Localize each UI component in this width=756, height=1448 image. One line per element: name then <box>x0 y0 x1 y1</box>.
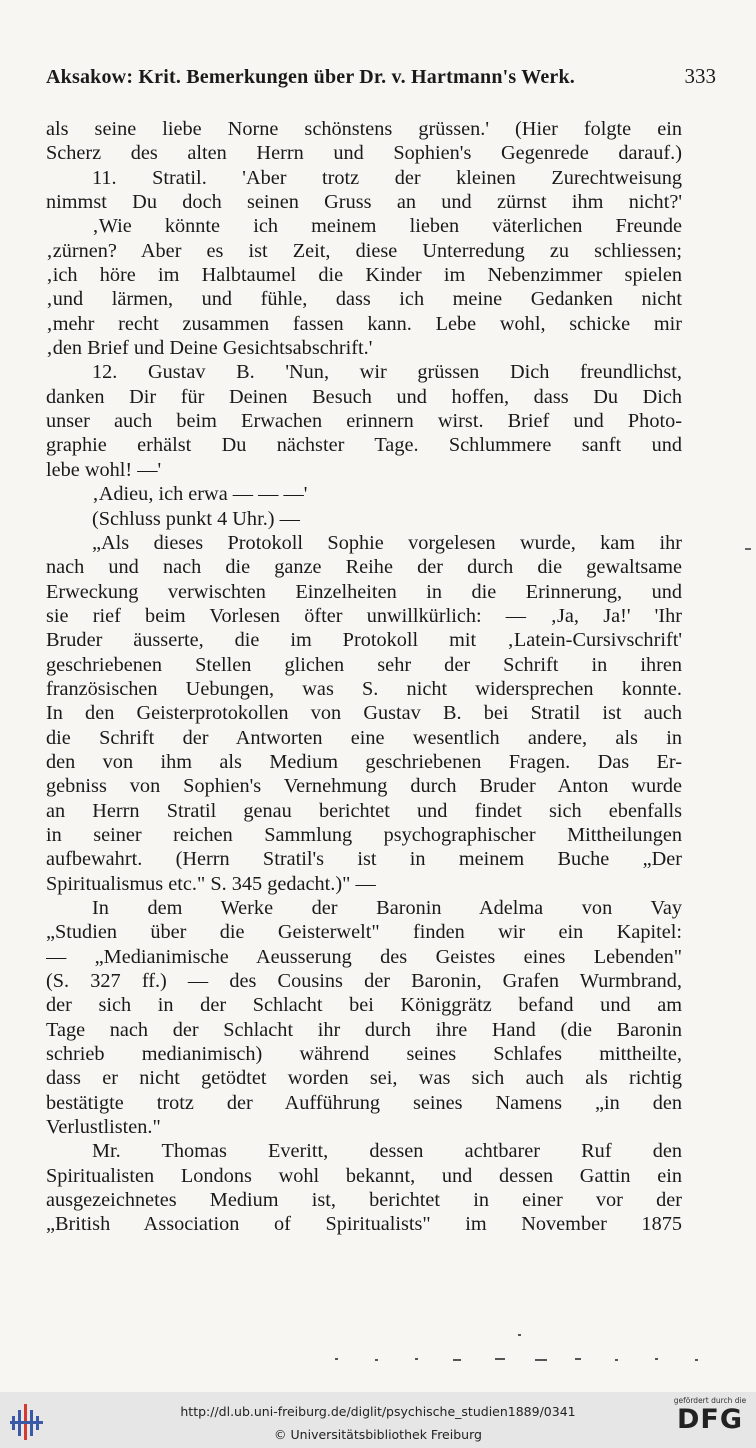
speck <box>535 1359 547 1361</box>
text-line: der sich in der Schlacht bei Königgrätz befand und am <box>46 994 682 1017</box>
text-line: dass er nicht getödtet worden sei, was sich auch als richtig <box>46 1067 682 1090</box>
speck <box>575 1358 581 1360</box>
text-line: ‚mehr recht zusammen fassen kann. Lebe wohl, schicke mir <box>46 312 682 335</box>
bleed-through-dots <box>335 1358 715 1364</box>
text-line: „Als dieses Protokoll Sophie vorgelesen wurde, kam ihr <box>92 531 682 554</box>
text-line: 11. Stratil. 'Aber trotz der kleinen Zurechtweisung <box>92 166 682 189</box>
text-line: In dem Werke der Baronin Adelma von Vay <box>92 897 682 919</box>
dfg-logo <box>670 1396 750 1444</box>
speck <box>375 1359 378 1361</box>
text-line: Spiritualismus etc." S. 345 gedacht.)" — <box>46 872 376 895</box>
text-line: — „Medianimische Aeusserung des Geistes eines Lebenden" <box>46 945 682 968</box>
text-line: Verlustlisten." <box>46 1116 161 1139</box>
text-line: ‚ich höre im Halbtaumel die Kinder im Nebenzimmer spielen <box>46 264 682 287</box>
footer-bar <box>0 1392 756 1448</box>
copyright-notice: © Universitätsbibliothek Freiburg <box>274 1427 482 1442</box>
text-line: ‚Adieu, ich erwa — — —' <box>92 483 308 506</box>
text-line: französischen Uebungen, was S. nicht widersprechen konnte. <box>46 677 682 700</box>
text-line: aufbewahrt. (Herrn Stratil's ist in meinem Buche „Der <box>46 848 682 871</box>
text-line: gebniss von Sophien's Vernehmung durch Bruder Anton wurde <box>46 775 682 798</box>
text-line: Erweckung verwischten Einzelheiten in die Erinnerung, und <box>46 580 682 603</box>
text-line: sie rief beim Vorlesen öfter unwillkürlich: — ‚Ja, Ja!' 'Ihr <box>46 604 682 627</box>
speck <box>518 1334 521 1336</box>
text-line: nach und nach die ganze Reihe der durch die gewaltsame <box>46 556 682 579</box>
speck <box>453 1359 461 1361</box>
text-line: danken Dir für Deinen Besuch und hoffen, dass Du Dich <box>46 385 682 408</box>
source-url[interactable]: http://dl.ub.uni-freiburg.de/diglit/psychische_studien1889/0341 <box>180 1404 576 1419</box>
text-line: lebe wohl! —' <box>46 458 162 481</box>
text-line: an Herrn Stratil genau berichtet und findet sich ebenfalls <box>46 799 682 822</box>
dfg-wordmark: DFG <box>676 1404 744 1435</box>
page-number: 333 <box>684 64 716 88</box>
dfg-tagline: gefördert durch die <box>673 1396 747 1405</box>
text-line: Tage nach der Schlacht ihr durch ihre Hand (die Baronin <box>46 1018 682 1041</box>
text-line: Bruder äusserte, die im Protokoll mit ‚Latein-Cursivschrift' <box>46 629 682 652</box>
text-line: die Schrift der Antworten eine wesentlich andere, als in <box>46 726 682 749</box>
text-line: In den Geisterprotokollen von Gustav B. bei Stratil ist auch <box>46 702 682 725</box>
text-line: Spiritualisten Londons wohl bekannt, und dessen Gattin ein <box>46 1164 682 1187</box>
text-line: ‚Wie könnte ich meinem lieben väterlichen Freunde <box>92 215 682 238</box>
speck <box>335 1358 338 1360</box>
text-line: nimmst Du doch seinen Gruss an und zürnst ihm nicht?' <box>46 191 682 214</box>
text-line: (Schluss punkt 4 Uhr.) — <box>92 507 300 530</box>
text-line: ‚und lärmen, und fühle, dass ich meine Gedanken nicht <box>46 288 682 311</box>
running-title: Aksakow: Krit. Bemerkungen über Dr. v. Hartmann's Werk. <box>46 66 575 88</box>
text-line: (S. 327 ff.) — des Cousins der Baronin, Grafen Wurmbrand, <box>46 970 682 993</box>
body-text <box>46 117 682 1237</box>
text-line: Scherz des alten Herrn und Sophien's Gegenrede darauf.) <box>46 142 682 165</box>
speck <box>415 1358 418 1360</box>
text-line: ‚den Brief und Deine Gesichtsabschrift.' <box>46 337 373 360</box>
text-line: „Studien über die Geisterwelt" finden wir ein Kapitel: <box>46 921 682 944</box>
text-line: als seine liebe Norne schönstens grüssen.' (Hier folgte ein <box>46 118 682 140</box>
text-line: Mr. Thomas Everitt, dessen achtbarer Ruf den <box>92 1140 682 1163</box>
text-line: 12. Gustav B. 'Nun, wir grüssen Dich freundlichst, <box>92 361 682 384</box>
text-line: ‚zürnen? Aber es ist Zeit, diese Unterredung zu schliessen; <box>46 239 682 262</box>
speck <box>655 1358 658 1360</box>
text-line: „British Association of Spiritualists" im November 1875 <box>46 1213 682 1236</box>
speck <box>495 1358 505 1360</box>
text-line: bestätigte trotz der Aufführung seines Namens „in den <box>46 1091 682 1114</box>
text-line: graphie erhälst Du nächster Tage. Schlummere sanft und <box>46 434 682 457</box>
speck <box>615 1359 618 1361</box>
text-line: geschriebenen Stellen glichen sehr der Schrift in ihren <box>46 653 682 676</box>
text-line: schrieb medianimisch) während seines Schlafes mittheilte, <box>46 1043 682 1066</box>
running-header <box>46 64 716 96</box>
text-line: in seiner reichen Sammlung psychographischer Mittheilungen <box>46 823 682 846</box>
margin-mark <box>745 548 751 550</box>
text-line: unser auch beim Erwachen erinnern wirst. Brief und Photo- <box>46 410 682 433</box>
text-line: den von ihm als Medium geschriebenen Fragen. Das Er- <box>46 750 682 773</box>
speck <box>695 1359 698 1361</box>
text-line: ausgezeichnetes Medium ist, berichtet in einer vor der <box>46 1189 682 1212</box>
